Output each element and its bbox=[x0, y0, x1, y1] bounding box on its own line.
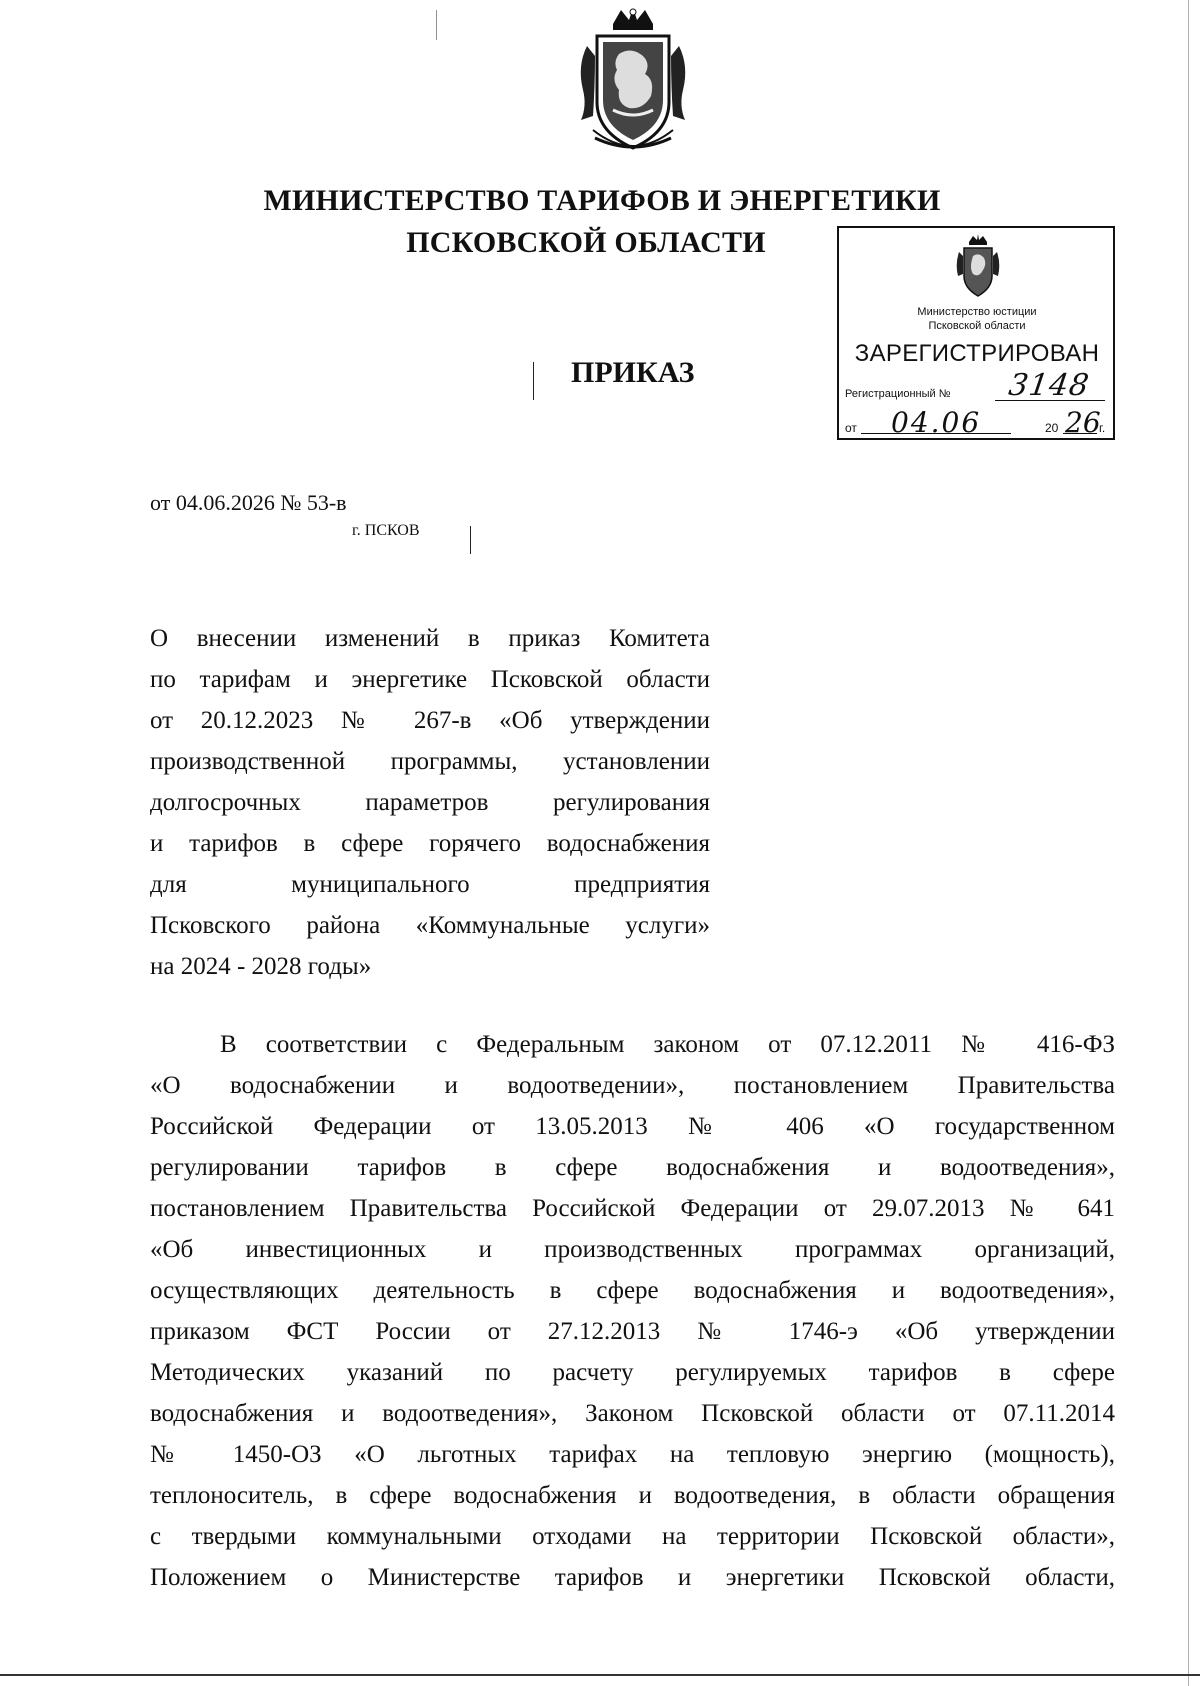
subject-line: от 20.12.2023 № 267-в «Об утверждении bbox=[150, 707, 710, 734]
stamp-date-prefix: от bbox=[845, 421, 857, 435]
body-line: Российской Федерации от 13.05.2013 № 406 «О государственном bbox=[150, 1113, 1115, 1140]
subject-line: производственной программы, установлении bbox=[150, 748, 710, 775]
body-line: В соответствии с Федеральным законом от 07.12.2011 № 416-ФЗ bbox=[220, 1031, 1115, 1058]
body-line: теплоноситель, в сфере водоснабжения и водоотведения, в области обращения bbox=[150, 1482, 1115, 1509]
stamp-year-prefix: 20 bbox=[1045, 421, 1059, 435]
order-city: г. ПСКОВ bbox=[352, 522, 420, 539]
body-line: осуществляющих деятельность в сфере водоснабжения и водоотведения», bbox=[150, 1277, 1115, 1304]
subject-line: для муниципального предприятия bbox=[150, 871, 710, 898]
scan-artifact bbox=[1188, 0, 1189, 1686]
body-line: Положением о Министерстве тарифов и энергетики Псковской области, bbox=[150, 1564, 1115, 1591]
body-line: с твердыми коммунальными отходами на территории Псковской области», bbox=[150, 1523, 1115, 1550]
subject-line: и тарифов в сфере горячего водоснабжения bbox=[150, 830, 710, 857]
body-line: регулировании тарифов в сфере водоснабжения и водоотведения», bbox=[150, 1154, 1115, 1181]
coat-of-arms-icon bbox=[573, 6, 693, 156]
body-line: водоснабжения и водоотведения», Законом Псковской области от 07.11.2014 bbox=[150, 1400, 1115, 1427]
stamp-coat-of-arms-icon bbox=[953, 234, 1003, 300]
page-bottom-rule bbox=[0, 1674, 1200, 1676]
body-line: № 1450-ОЗ «О льготных тарифах на тепловую энергию (мощность), bbox=[150, 1441, 1115, 1468]
subject-line: Псковского района «Коммунальные услуги» bbox=[150, 912, 710, 939]
scan-artifact bbox=[470, 526, 471, 554]
order-date-number: от 04.06.2026 № 53-в bbox=[150, 490, 347, 515]
body-line: «О водоснабжении и водоотведении», постановлением Правительства bbox=[150, 1072, 1115, 1099]
body-line: приказом ФСТ России от 27.12.2013 № 1746-э «Об утверждении bbox=[150, 1318, 1115, 1345]
body-line: Методических указаний по расчету регулируемых тарифов в сфере bbox=[150, 1359, 1115, 1386]
subject-line: по тарифам и энергетике Псковской области bbox=[150, 666, 710, 693]
stamp-year-suffix: г. bbox=[1099, 421, 1106, 435]
subject-line: на 2024 - 2028 годы» bbox=[150, 953, 372, 980]
body-paragraph bbox=[150, 1024, 1115, 1598]
stamp-org-line1: Министерство юстиции bbox=[917, 306, 1037, 318]
subject-line: долгосрочных параметров регулирования bbox=[150, 789, 710, 816]
stamp-reg-number: 3148 bbox=[1006, 368, 1092, 403]
body-line: «Об инвестиционных и производственных программах организаций, bbox=[150, 1236, 1115, 1263]
stamp-status: ЗАРЕГИСТРИРОВАН bbox=[854, 340, 1100, 367]
registration-stamp bbox=[837, 226, 1115, 440]
ministry-title-line1: МИНИСТЕРСТВО ТАРИФОВ И ЭНЕРГЕТИКИ bbox=[263, 184, 941, 217]
order-subject bbox=[150, 618, 710, 987]
body-line: постановлением Правительства Российской Федерации от 29.07.2013 № 641 bbox=[150, 1195, 1115, 1222]
subject-line: О внесении изменений в приказ Комитета bbox=[150, 625, 710, 652]
stamp-reg-label: Регистрационный № bbox=[845, 388, 951, 400]
stamp-org-line2: Псковской области bbox=[928, 320, 1026, 332]
stamp-year-value: 26 bbox=[1065, 406, 1101, 439]
document-type-title: ПРИКАЗ bbox=[571, 356, 695, 389]
scan-artifact bbox=[533, 362, 534, 400]
scan-artifact bbox=[436, 10, 437, 40]
ministry-title-line2: ПСКОВСКОЙ ОБЛАСТИ bbox=[406, 226, 766, 259]
stamp-date-value: 04.06 bbox=[891, 406, 982, 439]
